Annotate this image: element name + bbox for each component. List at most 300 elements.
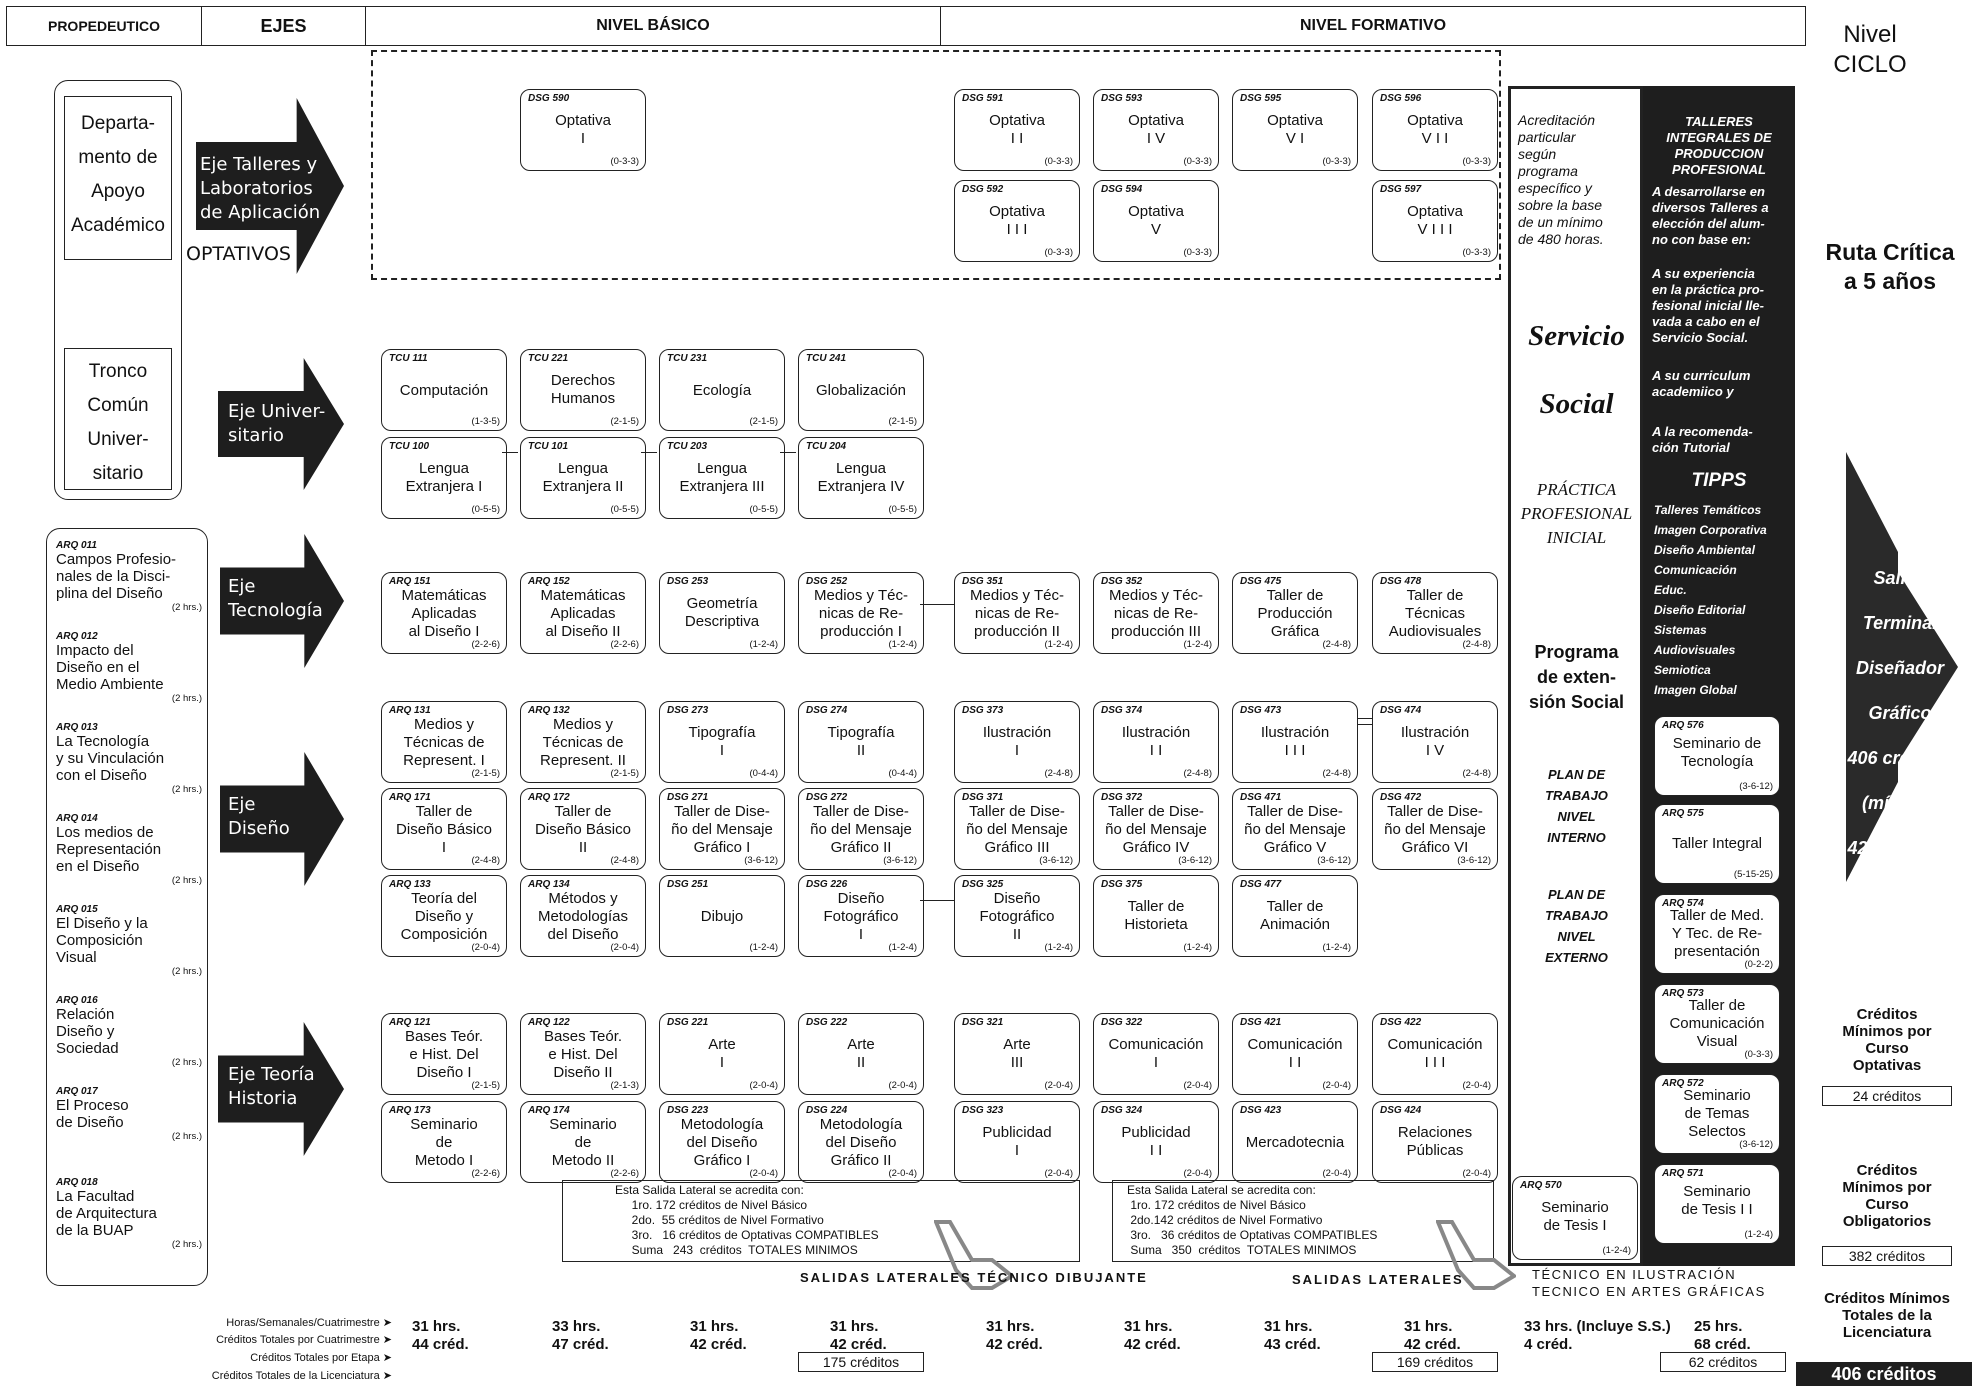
course-code: DSG 592 (962, 184, 1004, 195)
course-dsg-422[interactable] (1372, 1013, 1498, 1095)
course-dsg-223[interactable] (659, 1101, 785, 1183)
footer-credits: 43 créd. (1264, 1336, 1321, 1353)
course-code: DSG 374 (1101, 705, 1143, 716)
course-hours: (2-4-8) (1044, 768, 1073, 779)
course-name: Computación (399, 382, 489, 399)
course-hours: (1-2-4) (1602, 1245, 1631, 1256)
course-hours: (0-3-3) (610, 156, 639, 167)
course-dsg-596[interactable] (1372, 89, 1498, 171)
course-code: ARQ 134 (528, 879, 570, 890)
course-code: TCU 203 (667, 441, 708, 452)
eje-diseno-label: Eje Diseño (228, 794, 290, 839)
course-dsg-473[interactable] (1232, 701, 1358, 783)
salidas-label-1: SALIDAS LATERALES TÉCNICO DIBUJANTE (800, 1270, 1148, 1285)
course-code: DSG 472 (1380, 792, 1422, 803)
course-hours: (0-2-2) (1744, 959, 1773, 970)
row-label-creditos-etapa: Créditos Totales por Etapa ➤ (250, 1352, 392, 1364)
creditos-obligatorios-value: 382 créditos (1822, 1246, 1952, 1266)
course-tcu-231[interactable] (659, 349, 785, 431)
course-code: ARQ 013 (56, 722, 98, 733)
depto-apoyo-box: Departa- mento de Apoyo Académico (64, 96, 172, 260)
course-name: Taller de Dise- ño del Mensaje Gráfico III (966, 803, 1068, 856)
course-code: DSG 372 (1101, 792, 1143, 803)
course-hours: (2-0-4) (749, 1080, 778, 1091)
course-hours: (2-1-5) (610, 416, 639, 427)
course-hours: (0-5-5) (749, 504, 778, 515)
talleres-p1: A desarrollarse en diversos Talleres a elección del alum- no con base en: (1652, 184, 1769, 247)
course-hours: (1-2-4) (888, 639, 917, 650)
servicio-title: Servicio (1528, 320, 1625, 352)
course-hours: (0-3-3) (1744, 1049, 1773, 1060)
course-arq-134[interactable] (520, 875, 646, 957)
course-hours: (3-6-12) (883, 855, 917, 866)
course-hours: (2-0-4) (888, 1168, 917, 1179)
course-name: Métodos y Metodologías del Diseño (537, 890, 629, 943)
footer-column (1524, 1318, 1671, 1354)
course-hours: (0-3-3) (1183, 247, 1212, 258)
course-code: DSG 371 (962, 792, 1004, 803)
course-code: DSG 477 (1240, 879, 1282, 890)
course-code: ARQ 574 (1662, 898, 1704, 909)
course-dsg-477[interactable] (1232, 875, 1358, 957)
arq-course-item[interactable] (56, 540, 202, 613)
course-arq-174[interactable] (520, 1101, 646, 1183)
course-hours: (0-5-5) (888, 504, 917, 515)
course-name: Comunicación I I (1247, 1036, 1343, 1071)
course-code: ARQ 122 (528, 1017, 570, 1028)
course-dsg-595[interactable] (1232, 89, 1358, 171)
course-dsg-472[interactable] (1372, 788, 1498, 870)
course-tcu-100[interactable] (381, 437, 507, 519)
course-dsg-593[interactable] (1093, 89, 1219, 171)
connector (920, 900, 954, 901)
footer-credits: 4 créd. (1524, 1336, 1573, 1353)
course-code: DSG 325 (962, 879, 1004, 890)
arq-course-item[interactable] (56, 722, 202, 795)
course-code: ARQ 018 (56, 1177, 98, 1188)
course-code: DSG 590 (528, 93, 570, 104)
course-name: Globalización (815, 382, 907, 399)
plan-externo-text: PLAN DE TRABAJO NIVEL EXTERNO (1545, 887, 1608, 965)
footer-credits: 42 créd. (830, 1336, 887, 1353)
course-name: Tipografía II (827, 724, 895, 759)
row-label-horas: Horas/Semanales/Cuatrimestre ➤ (226, 1317, 392, 1329)
nivel-ciclo-label (1830, 20, 1910, 80)
course-code: ARQ 172 (528, 792, 570, 803)
course-dsg-373[interactable] (954, 701, 1080, 783)
nivel-label: Nivel (1843, 21, 1897, 48)
creditos-totales-value: 406 créditos (1796, 1362, 1972, 1386)
course-dsg-253[interactable] (659, 572, 785, 654)
footer-column (1694, 1318, 1751, 1354)
course-name: Ilustración I V (1400, 724, 1470, 759)
course-dsg-372[interactable] (1093, 788, 1219, 870)
course-dsg-374[interactable] (1093, 701, 1219, 783)
course-code: ARQ 171 (389, 792, 431, 803)
course-code: DSG 321 (962, 1017, 1004, 1028)
course-name: Medios y Téc- nicas de Re- producción II (970, 587, 1064, 640)
footer-column (412, 1318, 469, 1354)
course-arq-575[interactable] (1654, 804, 1780, 884)
course-name: Bases Teór. e Hist. Del Diseño II (543, 1028, 623, 1081)
course-arq-133[interactable] (381, 875, 507, 957)
course-name: La Tecnología y su Vinculación con el Diseño (56, 733, 165, 784)
course-code: DSG 223 (667, 1105, 709, 1116)
programa-extension-text: Programa de exten- sión Social (1528, 642, 1625, 712)
course-dsg-375[interactable] (1093, 875, 1219, 957)
course-code: ARQ 012 (56, 631, 98, 642)
course-code: ARQ 132 (528, 705, 570, 716)
course-dsg-324[interactable] (1093, 1101, 1219, 1183)
course-name: Lengua Extranjera III (679, 460, 765, 495)
course-arq-570[interactable] (1512, 1176, 1638, 1260)
arq-course-item[interactable] (56, 995, 202, 1068)
course-hours: (0-3-3) (1322, 156, 1351, 167)
course-tcu-221[interactable] (520, 349, 646, 431)
course-code: DSG 478 (1380, 576, 1422, 587)
salidas-label-2: SALIDAS LATERALES (1292, 1272, 1464, 1287)
course-code: TCU 100 (389, 441, 430, 452)
course-code: ARQ 575 (1662, 808, 1704, 819)
course-dsg-594[interactable] (1093, 180, 1219, 262)
course-hours: (3-6-12) (1317, 855, 1351, 866)
footer-credits: 42 créd. (1124, 1336, 1181, 1353)
course-arq-132[interactable] (520, 701, 646, 783)
course-arq-131[interactable] (381, 701, 507, 783)
header-nivel-formativo: NIVEL FORMATIVO (940, 6, 1806, 46)
course-code: ARQ 017 (56, 1086, 98, 1097)
course-dsg-471[interactable] (1232, 788, 1358, 870)
arq-course-item[interactable] (56, 904, 202, 977)
course-name: Relaciones Públicas (1397, 1124, 1473, 1159)
course-hours: (5-15-25) (1733, 869, 1773, 880)
course-code: DSG 322 (1101, 1017, 1143, 1028)
course-dsg-421[interactable] (1232, 1013, 1358, 1095)
course-hours: (2 hrs.) (171, 966, 202, 977)
course-hours: (1-2-4) (749, 942, 778, 953)
course-dsg-222[interactable] (798, 1013, 924, 1095)
course-code: ARQ 151 (389, 576, 431, 587)
talleres-title: TALLERES INTEGRALES DE PRODUCCION PROFESIONAL (1666, 114, 1772, 177)
course-name: Taller de Diseño Básico II (535, 803, 631, 856)
course-name: Tipografía I (688, 724, 756, 759)
course-hours: (2-0-4) (1462, 1080, 1491, 1091)
course-name: Matemáticas Aplicadas al Diseño II (540, 587, 626, 640)
arq-course-item[interactable] (56, 1177, 202, 1250)
course-name: Lengua Extranjera II (542, 460, 624, 495)
header-propedeutico: PROPEDEUTICO (6, 6, 202, 46)
course-hours: (2 hrs.) (171, 1239, 202, 1250)
course-code: DSG 421 (1240, 1017, 1282, 1028)
social-title: Social (1539, 388, 1614, 420)
course-code: ARQ 573 (1662, 988, 1704, 999)
course-name: Medios y Téc- nicas de Re- producción I (814, 587, 908, 640)
course-dsg-226[interactable] (798, 875, 924, 957)
course-dsg-597[interactable] (1372, 180, 1498, 262)
course-code: DSG 324 (1101, 1105, 1143, 1116)
course-dsg-274[interactable] (798, 701, 924, 783)
course-hours: (2-2-6) (471, 1168, 500, 1179)
course-hours: (2-0-4) (888, 1080, 917, 1091)
course-dsg-323[interactable] (954, 1101, 1080, 1183)
course-hours: (0-4-4) (888, 768, 917, 779)
course-code: DSG 375 (1101, 879, 1143, 890)
course-code: DSG 594 (1101, 184, 1143, 195)
footer-column (1404, 1318, 1461, 1354)
arq-course-item[interactable] (56, 631, 202, 704)
course-hours: (2-0-4) (1462, 1168, 1491, 1179)
course-code: ARQ 173 (389, 1105, 431, 1116)
course-hours: (2 hrs.) (171, 693, 202, 704)
course-name: Lengua Extranjera IV (817, 460, 905, 495)
course-hours: (2-4-8) (1462, 639, 1491, 650)
course-code: ARQ 174 (528, 1105, 570, 1116)
course-name: Taller de Animación (1259, 898, 1331, 933)
footer-credits: 42 créd. (1404, 1336, 1461, 1353)
footer-hours: 31 hrs. (986, 1318, 1035, 1335)
course-code: DSG 591 (962, 93, 1004, 104)
course-arq-574[interactable] (1654, 894, 1780, 974)
course-dsg-251[interactable] (659, 875, 785, 957)
course-code: ARQ 121 (389, 1017, 431, 1028)
course-code: DSG 597 (1380, 184, 1422, 195)
course-name: Optativa I (555, 112, 611, 147)
course-arq-122[interactable] (520, 1013, 646, 1095)
etapa-total-3: 62 créditos (1660, 1352, 1786, 1372)
footer-row-labels (0, 1316, 392, 1386)
course-code: ARQ 014 (56, 813, 98, 824)
course-dsg-272[interactable] (798, 788, 924, 870)
course-arq-173[interactable] (381, 1101, 507, 1183)
salida-lateral-box-1: Esta Salida Lateral se acredita con: 1ro. 172 créditos de Nivel Básico 2do. 55 créditos de Nivel Formativo 3ro. 16 créditos de Optativas COMPATIBLES Suma 243 créditos TOTALES MINIMOS (562, 1180, 1080, 1262)
course-dsg-478[interactable] (1372, 572, 1498, 654)
course-tcu-101[interactable] (520, 437, 646, 519)
course-hours: (2-2-6) (610, 639, 639, 650)
course-hours: (3-6-12) (1178, 855, 1212, 866)
course-hours: (2-0-4) (1183, 1168, 1212, 1179)
course-name: Optativa I I (989, 112, 1045, 147)
connector (780, 452, 796, 453)
course-name: El Proceso de Diseño (56, 1097, 129, 1131)
course-code: DSG 272 (806, 792, 848, 803)
footer-column (1124, 1318, 1181, 1354)
course-hours: (1-2-4) (749, 639, 778, 650)
course-code: ARQ 571 (1662, 1168, 1704, 1179)
course-dsg-371[interactable] (954, 788, 1080, 870)
course-code: DSG 373 (962, 705, 1004, 716)
salida-lateral-box-2: Esta Salida Lateral se acredita con: 1ro. 172 créditos de Nivel Básico 2do.142 créditos de Nivel Formativo 3ro. 36 créditos de Optativas COMPATIBLES Suma 350 créditos TOTALES MINIMOS (1112, 1180, 1494, 1262)
course-hours: (1-3-5) (471, 416, 500, 427)
connector (1357, 724, 1373, 725)
course-dsg-423[interactable] (1232, 1101, 1358, 1183)
course-arq-172[interactable] (520, 788, 646, 870)
footer-hours: 31 hrs. (412, 1318, 461, 1335)
course-name: Metodología del Diseño Gráfico I (680, 1116, 764, 1169)
course-hours: (2-1-5) (471, 1080, 500, 1091)
course-name: Bases Teór. e Hist. Del Diseño I (404, 1028, 484, 1081)
course-name: Publicidad I I (1121, 1124, 1191, 1159)
course-hours: (2-1-5) (749, 416, 778, 427)
course-name: Publicidad I (982, 1124, 1052, 1159)
course-name: Lengua Extranjera I (405, 460, 483, 495)
creditos-optativas-value: 24 créditos (1822, 1086, 1952, 1106)
course-hours: (1-2-4) (888, 942, 917, 953)
course-dsg-474[interactable] (1372, 701, 1498, 783)
course-hours: (0-3-3) (1044, 247, 1073, 258)
course-dsg-273[interactable] (659, 701, 785, 783)
course-name: Campos Profesio- nales de la Disci- plina del Diseño (56, 551, 177, 602)
course-tcu-111[interactable] (381, 349, 507, 431)
course-code: DSG 226 (806, 879, 848, 890)
practica-profesional-text: PRÁCTICA PROFESIONAL INICIAL (1520, 480, 1633, 547)
course-arq-572[interactable] (1654, 1074, 1780, 1154)
course-arq-576[interactable] (1654, 716, 1780, 796)
course-hours: (2 hrs.) (171, 784, 202, 795)
course-hours: (2-0-4) (1044, 1080, 1073, 1091)
talleres-p2: A su experiencia en la práctica pro- fesional inicial lle- vada a cabo en el Servicio Social. (1652, 266, 1764, 345)
course-name: Seminario de Metodo II (549, 1116, 617, 1169)
course-code: DSG 253 (667, 576, 709, 587)
footer-credits: 42 créd. (690, 1336, 747, 1353)
course-tcu-203[interactable] (659, 437, 785, 519)
course-hours: (2-1-5) (471, 768, 500, 779)
course-code: ARQ 015 (56, 904, 98, 915)
course-dsg-475[interactable] (1232, 572, 1358, 654)
course-hours: (2 hrs.) (171, 1131, 202, 1142)
creditos-obligatorios-title: Créditos Mínimos por Curso Obligatorios (1842, 1162, 1932, 1230)
course-hours: (2-4-8) (1183, 768, 1212, 779)
course-code: DSG 222 (806, 1017, 848, 1028)
course-name: Taller de Técnicas Audiovisuales (1388, 587, 1482, 640)
tipps-title: TIPPS (1691, 470, 1747, 491)
footer-hours: 31 hrs. (830, 1318, 879, 1335)
course-hours: (3-6-12) (744, 855, 778, 866)
footer-hours: 31 hrs. (1264, 1318, 1313, 1335)
course-arq-571[interactable] (1654, 1164, 1780, 1244)
course-name: Seminario de Metodo I (410, 1116, 478, 1169)
course-name: Relación Diseño y Sociedad (56, 1006, 119, 1057)
course-hours: (2-4-8) (610, 855, 639, 866)
course-dsg-224[interactable] (798, 1101, 924, 1183)
course-name: Ilustración I I I (1260, 724, 1330, 759)
course-hours: (2-4-8) (1322, 768, 1351, 779)
talleres-p3: A su curriculum academiico y (1652, 368, 1751, 399)
course-hours: (2-4-8) (471, 855, 500, 866)
course-tcu-241[interactable] (798, 349, 924, 431)
salida-terminal-text: Salida Terminal Diseñador Gráfico 406 créditos (mínimo) 427 créditos (máximo) (1847, 568, 1953, 903)
course-hours: (1-2-4) (1183, 942, 1212, 953)
course-name: Medios y Técnicas de Represent. I (403, 716, 485, 769)
course-name: Taller de Dise- ño del Mensaje Gráfico II (810, 803, 912, 856)
course-hours: (2 hrs.) (171, 1057, 202, 1068)
footer-hours: 33 hrs. (Incluye S.S.) (1524, 1318, 1671, 1335)
course-name: Taller de Historieta (1124, 898, 1188, 933)
course-hours: (2-1-5) (888, 416, 917, 427)
course-dsg-271[interactable] (659, 788, 785, 870)
connector (1357, 718, 1373, 719)
course-code: DSG 474 (1380, 705, 1422, 716)
course-name: Taller de Diseño Básico I (396, 803, 492, 856)
course-name: Arte I (708, 1036, 736, 1071)
course-code: ARQ 576 (1662, 720, 1704, 731)
course-name: Seminario de Tesis I I (1681, 1183, 1753, 1218)
course-hours: (1-2-4) (1744, 1229, 1773, 1240)
course-arq-121[interactable] (381, 1013, 507, 1095)
course-arq-573[interactable] (1654, 984, 1780, 1064)
course-code: DSG 224 (806, 1105, 848, 1116)
course-code: DSG 271 (667, 792, 709, 803)
arq-course-item[interactable] (56, 813, 202, 886)
course-arq-152[interactable] (520, 572, 646, 654)
course-arq-171[interactable] (381, 788, 507, 870)
course-hours: (1-2-4) (1322, 942, 1351, 953)
course-code: DSG 352 (1101, 576, 1143, 587)
course-hours: (2-2-6) (471, 639, 500, 650)
course-hours: (0-5-5) (610, 504, 639, 515)
connector (502, 452, 518, 453)
course-code: ARQ 131 (389, 705, 431, 716)
course-name: Seminario de Temas Selectos (1683, 1087, 1751, 1140)
course-code: ARQ 152 (528, 576, 570, 587)
course-code: TCU 204 (806, 441, 847, 452)
course-name: Taller de Dise- ño del Mensaje Gráfico I (671, 803, 773, 856)
ruta-critica: Ruta Crítica a 5 años (1825, 239, 1955, 294)
course-dsg-424[interactable] (1372, 1101, 1498, 1183)
course-name: Diseño Fotográfico I (823, 890, 899, 943)
eje-universitario-label: Eje Univer- sitario (228, 401, 326, 446)
tipps-list: Talleres Temáticos Imagen Corporativa Diseño Ambiental Comunicación Educ. Diseño Editorial Sistemas Audiovisuales Semiotica Imagen Global (1654, 503, 1767, 697)
eje-teoria-label: Eje Teoría Historia (228, 1064, 315, 1109)
course-dsg-592[interactable] (954, 180, 1080, 262)
course-code: TCU 231 (667, 353, 708, 364)
course-code: ARQ 570 (1520, 1180, 1562, 1191)
course-dsg-322[interactable] (1093, 1013, 1219, 1095)
course-dsg-252[interactable] (798, 572, 924, 654)
course-code: DSG 422 (1380, 1017, 1422, 1028)
course-name: Ilustración I I (1121, 724, 1191, 759)
footer-hours: 33 hrs. (552, 1318, 601, 1335)
eje-talleres-label: Eje Talleres y Laboratorios de Aplicación (200, 154, 321, 223)
course-name: Arte II (847, 1036, 875, 1071)
course-name: Ilustración I (982, 724, 1052, 759)
course-code: DSG 595 (1240, 93, 1282, 104)
course-dsg-352[interactable] (1093, 572, 1219, 654)
course-hours: (0-3-3) (1183, 156, 1212, 167)
course-hours: (3-6-12) (1739, 781, 1773, 792)
course-tcu-204[interactable] (798, 437, 924, 519)
course-dsg-590[interactable] (520, 89, 646, 171)
footer-hours: 31 hrs. (1124, 1318, 1173, 1335)
course-name: Seminario de Tesis I (1541, 1199, 1609, 1234)
course-hours: (1-2-4) (1183, 639, 1212, 650)
footer-credits: 47 créd. (552, 1336, 609, 1353)
course-arq-151[interactable] (381, 572, 507, 654)
course-dsg-221[interactable] (659, 1013, 785, 1095)
arq-course-item[interactable] (56, 1086, 202, 1142)
course-name: Taller de Dise- ño del Mensaje Gráfico V (1244, 803, 1346, 856)
course-dsg-325[interactable] (954, 875, 1080, 957)
course-hours: (2-0-4) (1183, 1080, 1212, 1091)
course-hours: (2-4-8) (1462, 768, 1491, 779)
course-dsg-591[interactable] (954, 89, 1080, 171)
row-label-creditos-cuatri: Créditos Totales por Cuatrimestre ➤ (216, 1334, 392, 1346)
course-dsg-321[interactable] (954, 1013, 1080, 1095)
course-dsg-351[interactable] (954, 572, 1080, 654)
course-hours: (2-1-3) (610, 1080, 639, 1091)
etapa-total-1: 175 créditos (798, 1352, 924, 1372)
course-hours: (2-2-6) (610, 1168, 639, 1179)
header-ejes: EJES (201, 6, 366, 46)
